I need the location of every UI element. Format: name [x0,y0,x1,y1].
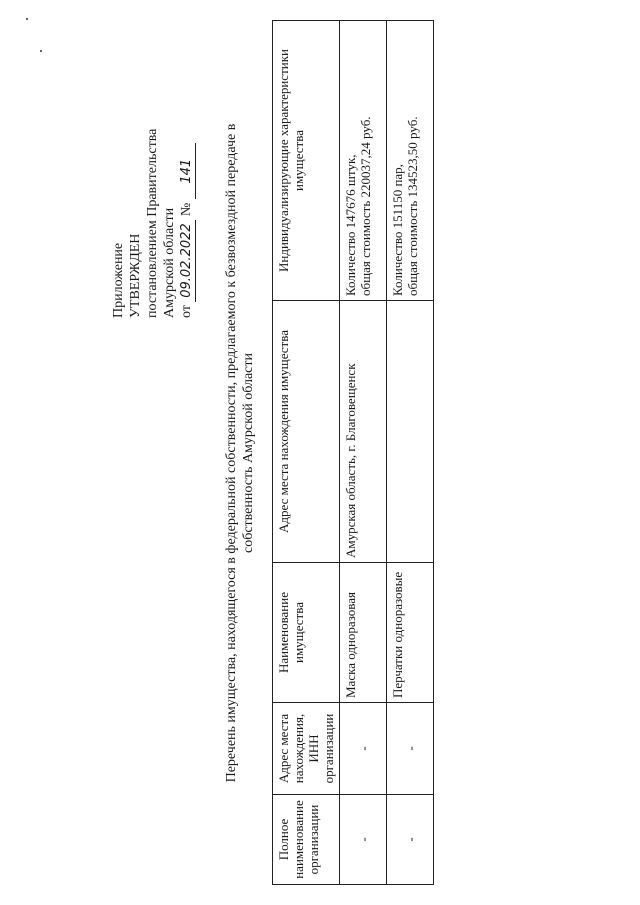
cell-full-name: - [340,795,387,885]
approval-date-line [178,18,196,318]
cell-item-name: Перчатки одноразовые [387,563,434,703]
approval-resolution: постановлением Правительства [145,128,160,318]
cell-item-address: Амурская область, г. Благовещенск [340,301,387,563]
cell-item-address [387,301,434,563]
approval-region: Амурской области [162,207,177,318]
cell-full-name: - [387,795,434,885]
number-sign: № [179,202,194,217]
table-row [340,21,387,885]
header-characteristics: Индивидуализирующие характеристики имущества [273,21,340,301]
header-item-address: Адрес места нахождения имущества [273,301,340,563]
characteristics-cost: общая стоимость 220037,24 руб. [358,116,373,296]
cell-characteristics [387,21,434,301]
handwritten-date: 09.02.2022 [178,220,196,302]
approval-approved: УТВЕРЖДЕН [128,233,143,318]
cell-characteristics [340,21,387,301]
cell-org-address: - [387,703,434,795]
header-full-name: Полное наименование организации [273,795,340,885]
rotated-document [10,13,630,893]
title-line-2: собственность Амурской области [241,352,256,554]
header-org-address: Адрес места нахождения, ИНН организации [273,703,340,795]
cell-item-name: Маска одноразовая [340,563,387,703]
approval-from: от [179,305,194,318]
characteristics-quantity: Количество 151150 пар, [390,164,405,296]
table-header-row [273,21,340,885]
handwritten-number: 141 [178,143,196,199]
characteristics-quantity: Количество 147676 штук, [343,154,358,296]
header-item-name: Наименование имущества [273,563,340,703]
table-row [387,21,434,885]
approval-block [110,18,196,318]
title-line-1: Перечень имущества, находящегося в федеральной собственности, предлагаемого к безвозмездной передаче в [224,123,239,783]
characteristics-cost: общая стоимость 134523,50 руб. [405,116,420,296]
document-title [223,13,257,893]
cell-org-address: - [340,703,387,795]
property-table [272,20,434,885]
approval-appendix: Приложение [111,242,126,318]
